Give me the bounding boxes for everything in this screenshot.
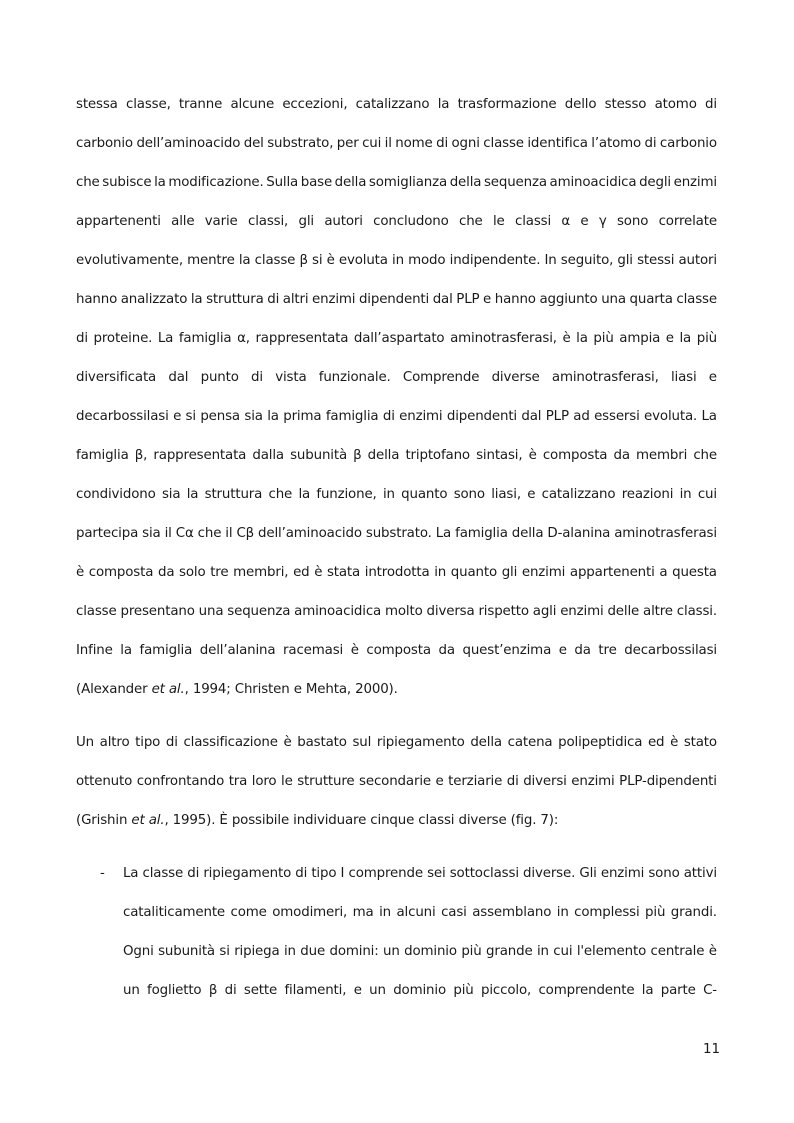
text-line: Infine la famiglia dell’alanina racemasi è composta da quest’enzima e da tre decarbossilasi bbox=[76, 643, 717, 658]
text-line: decarbossilasi e si pensa sia la prima famiglia di enzimi dipendenti dal PLP ad essersi evoluta. La bbox=[76, 409, 717, 424]
text-line: partecipa sia il Cα che il Cβ dell’aminoacido substrato. La famiglia della D-alanina aminotrasferasi bbox=[76, 526, 717, 541]
text-line: carbonio dell’aminoacido del substrato, per cui il nome di ogni classe identifica l’atomo di carbonio bbox=[76, 136, 717, 151]
text-line: hanno analizzato la struttura di altri enzimi dipendenti dal PLP e hanno aggiunto una quarta classe bbox=[76, 292, 717, 307]
text-line: appartenenti alle varie classi, gli autori concludono che le classi α e γ sono correlate bbox=[76, 214, 717, 229]
text-line: è composta da solo tre membri, ed è stata introdotta in quanto gli enzimi appartenenti a questa bbox=[76, 565, 717, 580]
list-text-line: La classe di ripiegamento di tipo I comprende sei sottoclassi diverse. Gli enzimi sono attivi bbox=[123, 866, 717, 881]
text-line: stessa classe, tranne alcune eccezioni, catalizzano la trasformazione dello stesso atomo di bbox=[76, 97, 717, 112]
text-line: evolutivamente, mentre la classe β si è evoluta in modo indipendente. In seguito, gli stessi autori bbox=[76, 253, 717, 268]
text-line: famiglia β, rappresentata dalla subunità β della triptofano sintasi, è composta da membri che bbox=[76, 448, 717, 463]
text-line: che subisce la modificazione. Sulla base della somiglianza della sequenza aminoacidica degli enzimi bbox=[76, 175, 717, 190]
text-line: di proteine. La famiglia α, rappresentata dall’aspartato aminotrasferasi, è la più ampia e la più bbox=[76, 331, 717, 346]
list-text-line: un foglietto β di sette filamenti, e un dominio più piccolo, comprendente la parte C- bbox=[123, 983, 717, 998]
list-text-line: Ogni subunità si ripiega in due domini: un dominio più grande in cui l'elemento centrale è bbox=[123, 944, 717, 959]
text-line: condividono sia la struttura che la funzione, in quanto sono liasi, e catalizzano reazioni in cui bbox=[76, 487, 717, 502]
text-line: classe presentano una sequenza aminoacidica molto diversa rispetto agli enzimi delle altre classi. bbox=[76, 604, 717, 619]
text-line: ottenuto confrontando tra loro le strutture secondarie e terziarie di diversi enzimi PLP-dipendenti bbox=[76, 774, 717, 789]
page-number: 11 bbox=[703, 1042, 721, 1057]
list-text-line: cataliticamente come omodimeri, ma in alcuni casi assemblano in complessi più grandi. bbox=[123, 905, 717, 920]
text-line: diversificata dal punto di vista funzionale. Comprende diverse aminotrasferasi, liasi e bbox=[76, 370, 717, 385]
bullet-marker: - bbox=[100, 866, 105, 881]
citation-line: (Grishin et al., 1995). È possibile individuare cinque classi diverse (fig. 7): bbox=[76, 813, 559, 828]
citation-line: (Alexander et al., 1994; Christen e Mehta, 2000). bbox=[76, 682, 398, 697]
text-line: Un altro tipo di classificazione è bastato sul ripiegamento della catena polipeptidica ed è stato bbox=[76, 735, 717, 750]
